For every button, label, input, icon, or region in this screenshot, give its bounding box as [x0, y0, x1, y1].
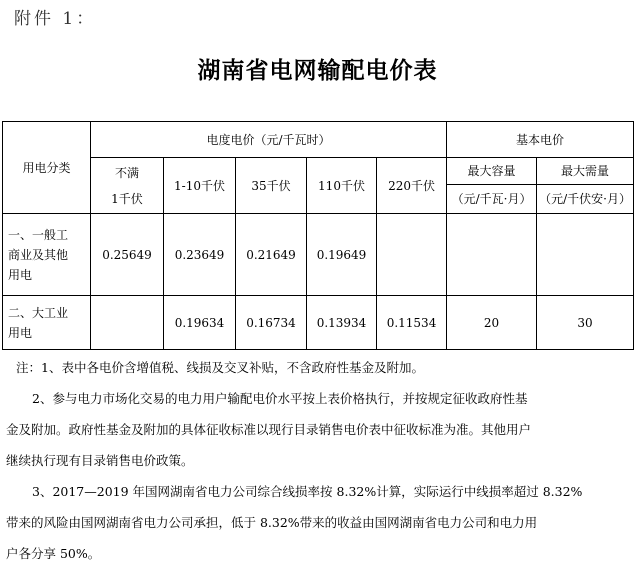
- price-cell: [91, 296, 164, 350]
- price-cell: 0.21649: [236, 214, 307, 296]
- capacity-header: 最大容量: [447, 158, 537, 185]
- price-cell: [377, 214, 447, 296]
- tariff-table: [2, 121, 634, 350]
- price-cell: 0.16734: [236, 296, 307, 350]
- capacity-cell: [447, 214, 537, 296]
- price-cell: 0.19634: [164, 296, 236, 350]
- note-3-line-2: 带来的风险由国网湖南省电力公司承担，低于 8.32%带来的收益由国网湖南省电力公司和电力用: [6, 515, 538, 530]
- voltage-35kv: 35千伏: [236, 158, 307, 214]
- price-cell: 0.19649: [307, 214, 377, 296]
- capacity-cell: 20: [447, 296, 537, 350]
- notes-section: [0, 352, 635, 569]
- voltage-below-1kv: 不满 1千伏: [91, 158, 164, 214]
- demand-cell: [537, 214, 634, 296]
- note-2-line-3: 继续执行现有目录销售电价政策。: [6, 453, 194, 468]
- price-cell: 0.11534: [377, 296, 447, 350]
- note-2-line-1: 2、参与电力市场化交易的电力用户输配电价水平按上表价格执行，并按规定征收政府性基: [32, 391, 528, 406]
- price-cell: 0.13934: [307, 296, 377, 350]
- basic-price-header: 基本电价: [447, 122, 634, 158]
- note-1: 注：1、表中各电价含增值税、线损及交叉补贴，不含政府性基金及附加。: [16, 360, 424, 375]
- table-row: [3, 296, 634, 350]
- note-2-line-2: 金及附加。政府性基金及附加的具体征收标准以现行目录销售电价表中征收标准为准。其他用户: [6, 422, 532, 437]
- capacity-unit: （元/千瓦·月）: [447, 185, 537, 214]
- row-category: 一、一般工 商业及其他 用电: [3, 214, 91, 296]
- voltage-220kv: 220千伏: [377, 158, 447, 214]
- note-3-line-3: 户各分享 50%。: [6, 546, 101, 561]
- category-header: 用电分类: [3, 122, 91, 214]
- price-cell: 0.23649: [164, 214, 236, 296]
- demand-unit: （元/千伏安·月）: [537, 185, 634, 214]
- table-row: [3, 214, 634, 296]
- voltage-1-10kv: 1-10千伏: [164, 158, 236, 214]
- energy-price-header: 电度电价（元/千瓦时）: [91, 122, 447, 158]
- price-cell: 0.25649: [91, 214, 164, 296]
- voltage-110kv: 110千伏: [307, 158, 377, 214]
- row-category: 二、大工业 用电: [3, 296, 91, 350]
- attachment-label: 附件 1：: [14, 9, 97, 29]
- page-title: 湖南省电网输配电价表: [197, 58, 438, 84]
- demand-cell: 30: [537, 296, 634, 350]
- demand-header: 最大需量: [537, 158, 634, 185]
- note-3-line-1: 3、2017—2019 年国网湖南省电力公司综合线损率按 8.32%计算，实际运行中线损率超过 8.32%: [32, 484, 583, 499]
